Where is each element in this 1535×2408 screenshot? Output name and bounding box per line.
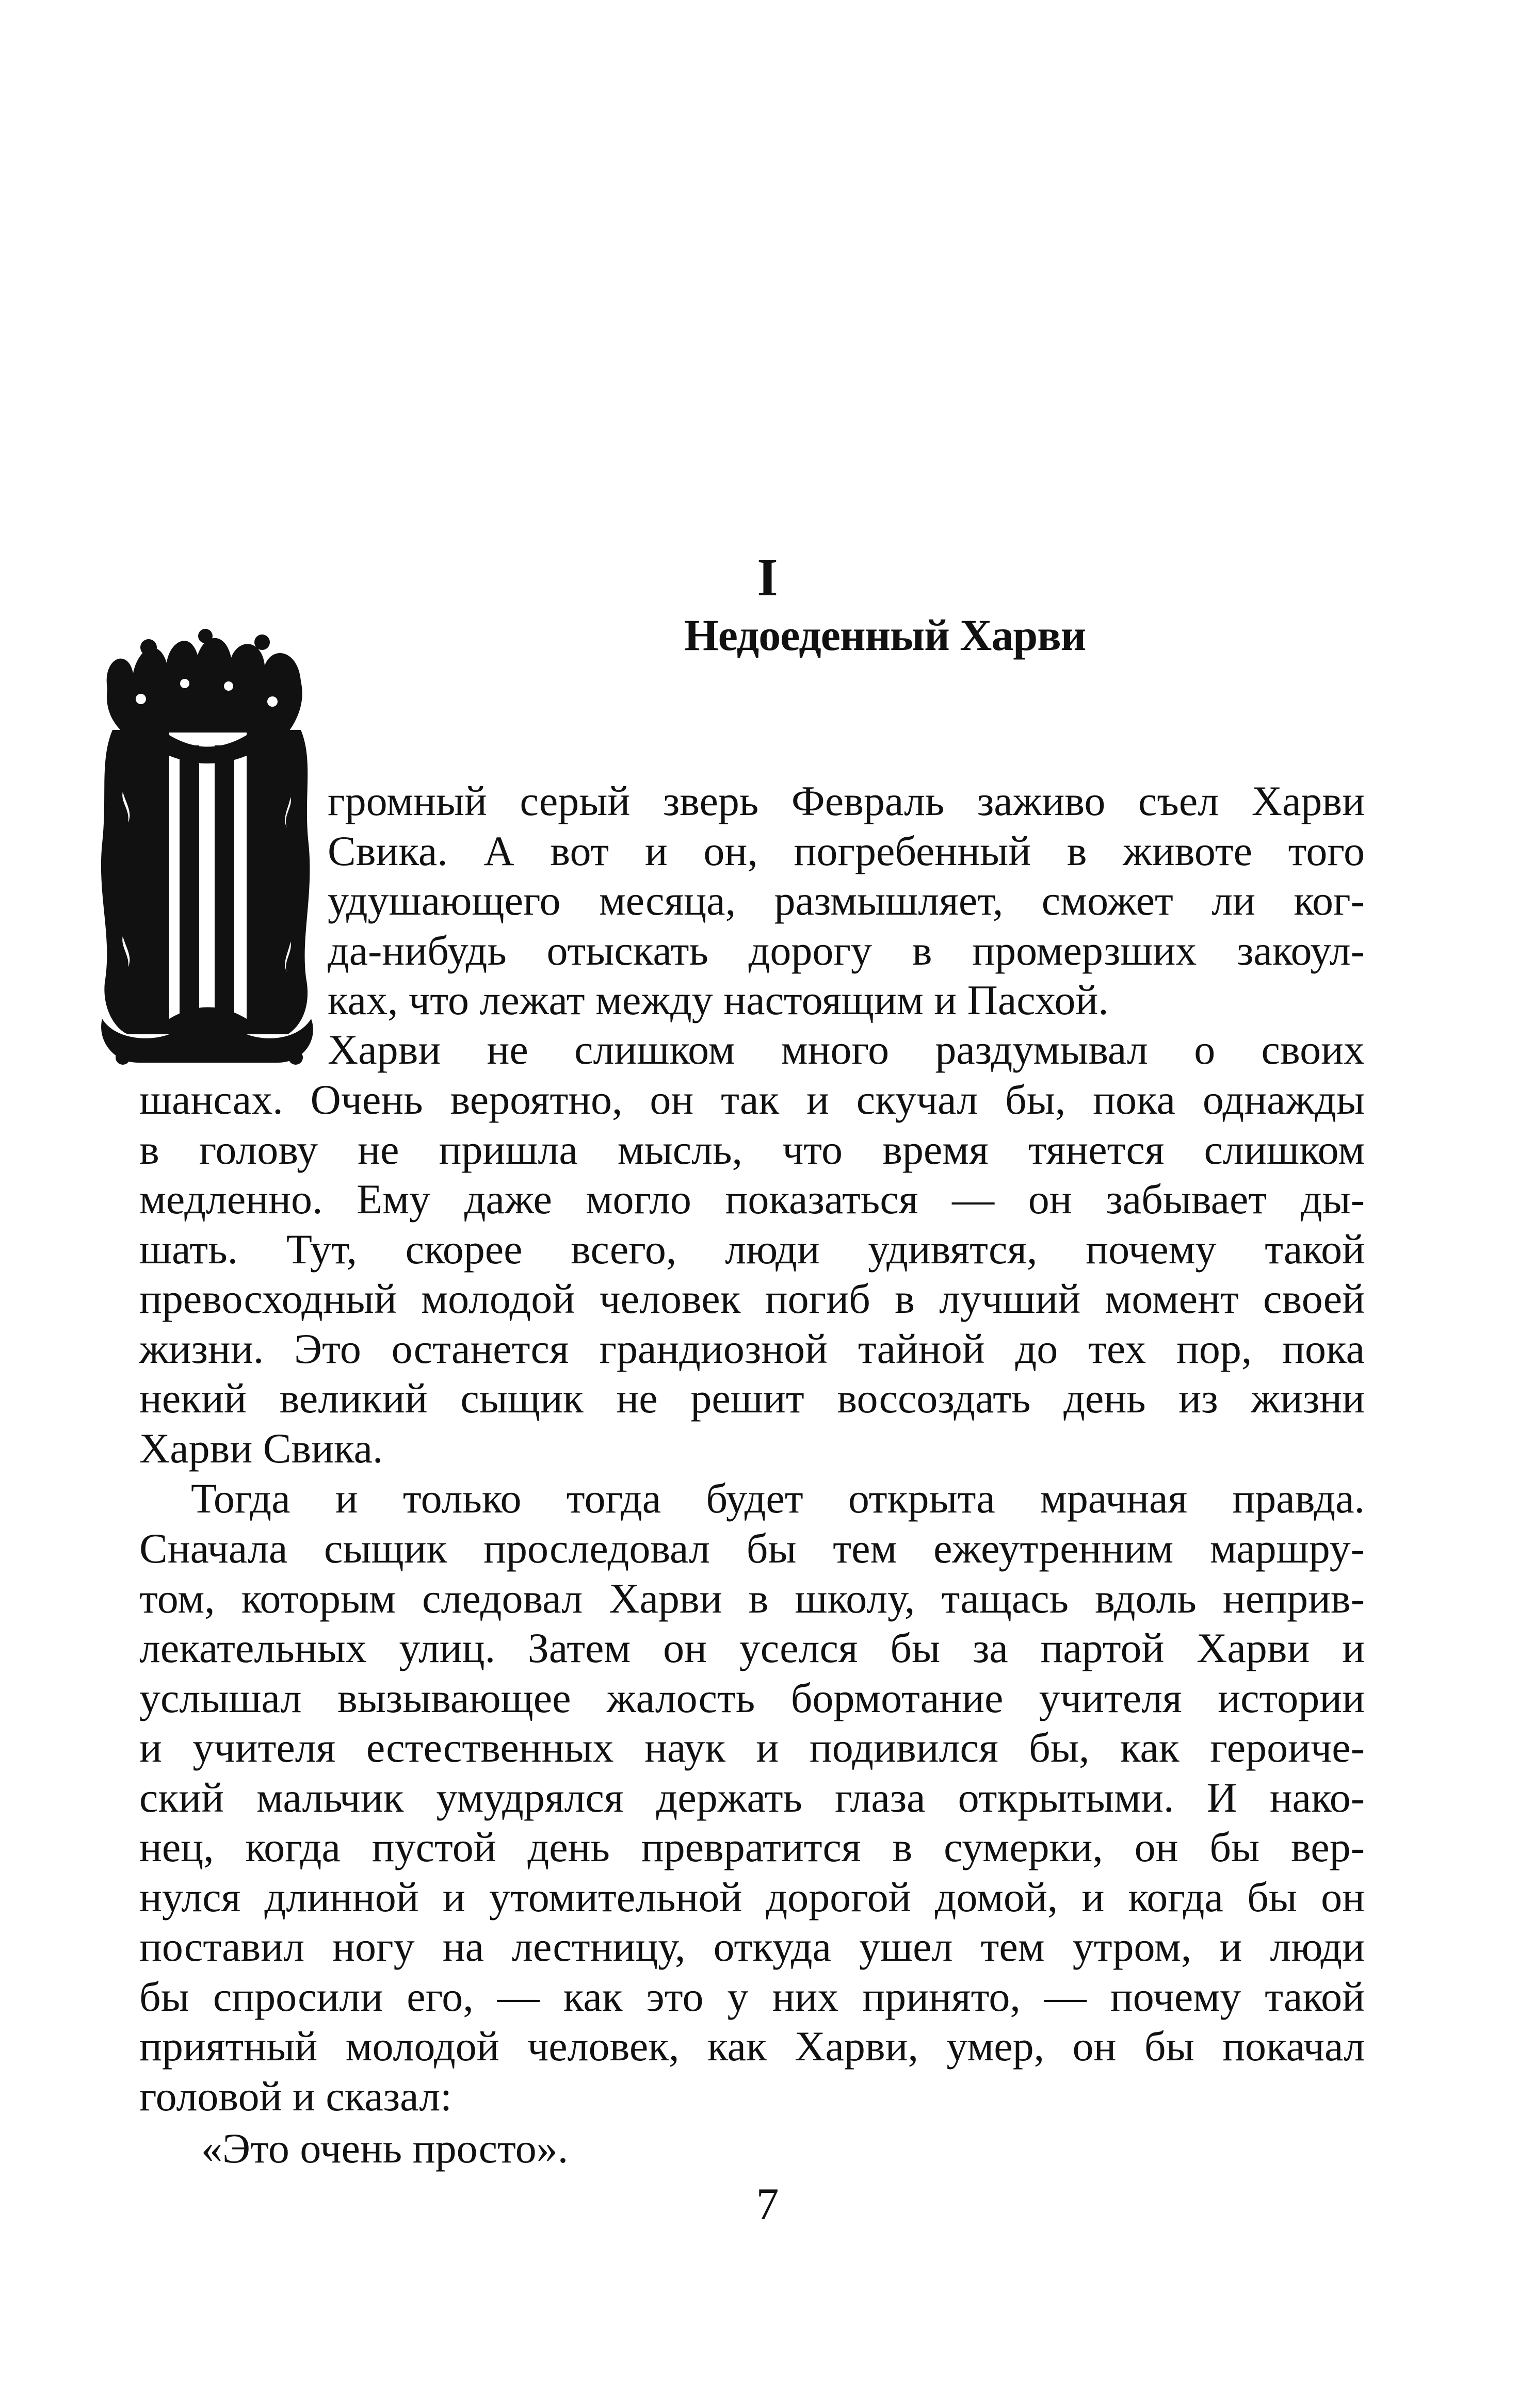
- paragraph-second-first-line: [328, 1025, 1365, 1075]
- text-line: приятный молодой человек, как Харви, умер, он бы покачал: [139, 2023, 1365, 2070]
- text-line: бы спросили его, — как это у них принято, — почему такой: [139, 1973, 1365, 2020]
- text-line: в голову не пришла мысль, что время тянется слишком: [139, 1126, 1365, 1173]
- text-line: удушающего месяца, размышляет, сможет ли ког-: [328, 877, 1365, 924]
- text-line: услышал вызывающее жалость бормотание учителя истории: [139, 1674, 1365, 1721]
- text-line: Тогда и только тогда будет открыта мрачная правда.: [191, 1475, 1365, 1522]
- chapter-number: I: [757, 548, 778, 607]
- paragraph-opening: [328, 776, 1365, 1026]
- text-line: некий великий сыщик не решит воссоздать день из жизни: [139, 1375, 1365, 1422]
- text-line: головой и сказал:: [139, 2072, 452, 2120]
- text-line: нулся длинной и утомительной дорогой домой, и когда бы он: [139, 1873, 1365, 1921]
- dropcap-ornament: [92, 627, 319, 1068]
- paragraph-third-first-line: [191, 1474, 1365, 1524]
- text-line: нец, когда пустой день превратится в сумерки, он бы вер-: [139, 1824, 1365, 1870]
- text-line: шать. Тут, скорее всего, люди удивятся, почему такой: [139, 1225, 1365, 1273]
- paragraph-third: [139, 1524, 1365, 2121]
- text-line: медленно. Ему даже могло показаться — он забывает ды-: [139, 1176, 1365, 1223]
- text-line: поставил ногу на лестницу, откуда ушел тем утром, и люди: [139, 1923, 1365, 1970]
- text-line: и учителя естественных наук и подивился бы, как героиче-: [139, 1724, 1365, 1771]
- text-line: превосходный молодой человек погиб в лучший момент своей: [139, 1275, 1365, 1322]
- text-line: шансах. Очень вероятно, он так и скучал бы, пока однажды: [139, 1076, 1365, 1123]
- text-line: Свика. А вот и он, погребенный в животе того: [328, 827, 1365, 874]
- paragraph-second: [139, 1075, 1365, 1473]
- text-line: Сначала сыщик проследовал бы тем ежеутренним маршру-: [139, 1525, 1365, 1572]
- chapter-title: Недоеденный Харви: [684, 610, 1086, 660]
- text-line: ках, что лежат между настоящим и Пасхой.: [328, 977, 1109, 1023]
- text-line: Харви Свика.: [139, 1424, 383, 1472]
- text-line: ский мальчик умудрялся держать глаза открытыми. И нако-: [139, 1774, 1365, 1821]
- text-line: громный серый зверь Февраль заживо съел Харви: [328, 777, 1365, 824]
- text-line: да-нибудь отыскать дорогу в промерзших закоул-: [328, 926, 1365, 974]
- text-line: Харви не слишком много раздумывал о своих: [328, 1026, 1365, 1073]
- text-line: «Это очень просто».: [201, 2125, 569, 2172]
- page-number: 7: [756, 2179, 779, 2230]
- text-line: жизни. Это останется грандиозной тайной до тех пор, пока: [139, 1325, 1365, 1372]
- text-line: лекательных улиц. Затем он уселся бы за партой Харви и: [139, 1624, 1365, 1671]
- paragraph-closing: [201, 2124, 975, 2174]
- text-line: том, которым следовал Харви в школу, тащась вдоль неприв-: [139, 1574, 1365, 1622]
